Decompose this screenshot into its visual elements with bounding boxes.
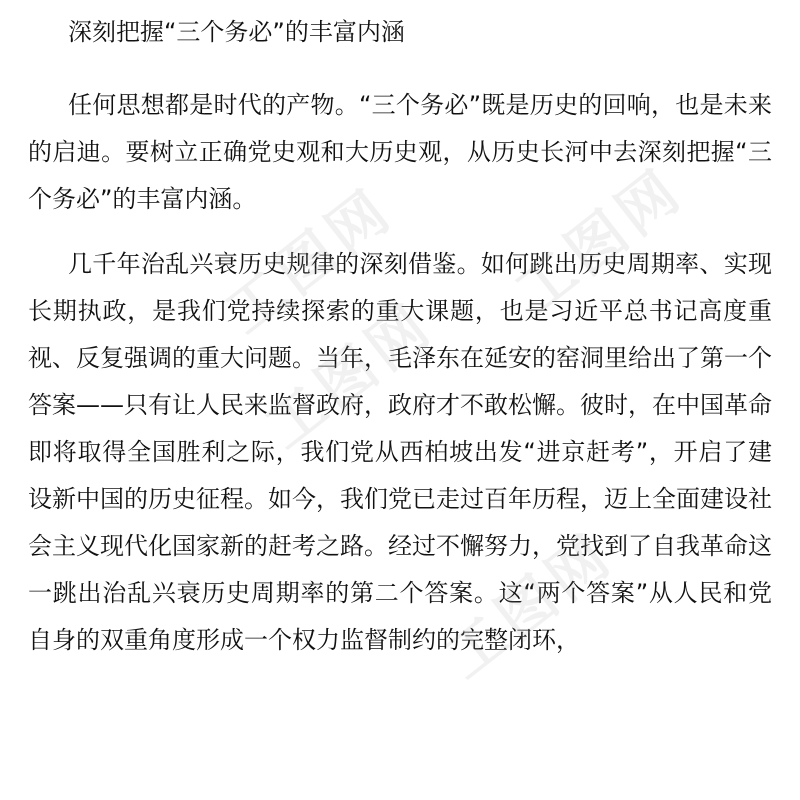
watermark: 工图网 xyxy=(502,155,696,327)
watermark: 工图网 xyxy=(432,520,626,692)
paragraph-2: 几千年治乱兴衰历史规律的深刻借鉴。如何跳出历史周期率、实现长期执政，是我们党持续探索的重大课题，也是习近平总书记高度重视、反复强调的重大问题。当年，毛泽东在延安的窑洞里给出了第一个答案——只有让人民来监督政府，政府才不敢松懈。彼时，在中国革命即将取得全国胜利之际，我们党从西柏坡出发“进京赶考”，开启了建设新中国的历史征程。如今，我们党已走过百年历程，迈上全面建设社会主义现代化国家新的赶考之路。经过不懈努力，党找到了自我革命这一跳出治乱兴衰历史周期率的第二个答案。这“两个答案”从人民和党自身的双重角度形成一个权力监督制约的完整闭环， xyxy=(28,250,772,654)
document-title: 深刻把握“三个务必”的丰富内涵 xyxy=(68,18,405,46)
paragraph-1: 任何思想都是时代的产物。“三个务必”既是历史的回响，也是未来的启迪。要树立正确党史观和大历史观，从历史长河中去深刻把握“三个务必”的丰富内涵。 xyxy=(28,91,772,213)
watermark: 工图网 xyxy=(252,290,446,462)
watermark: 工图网 xyxy=(212,175,406,347)
